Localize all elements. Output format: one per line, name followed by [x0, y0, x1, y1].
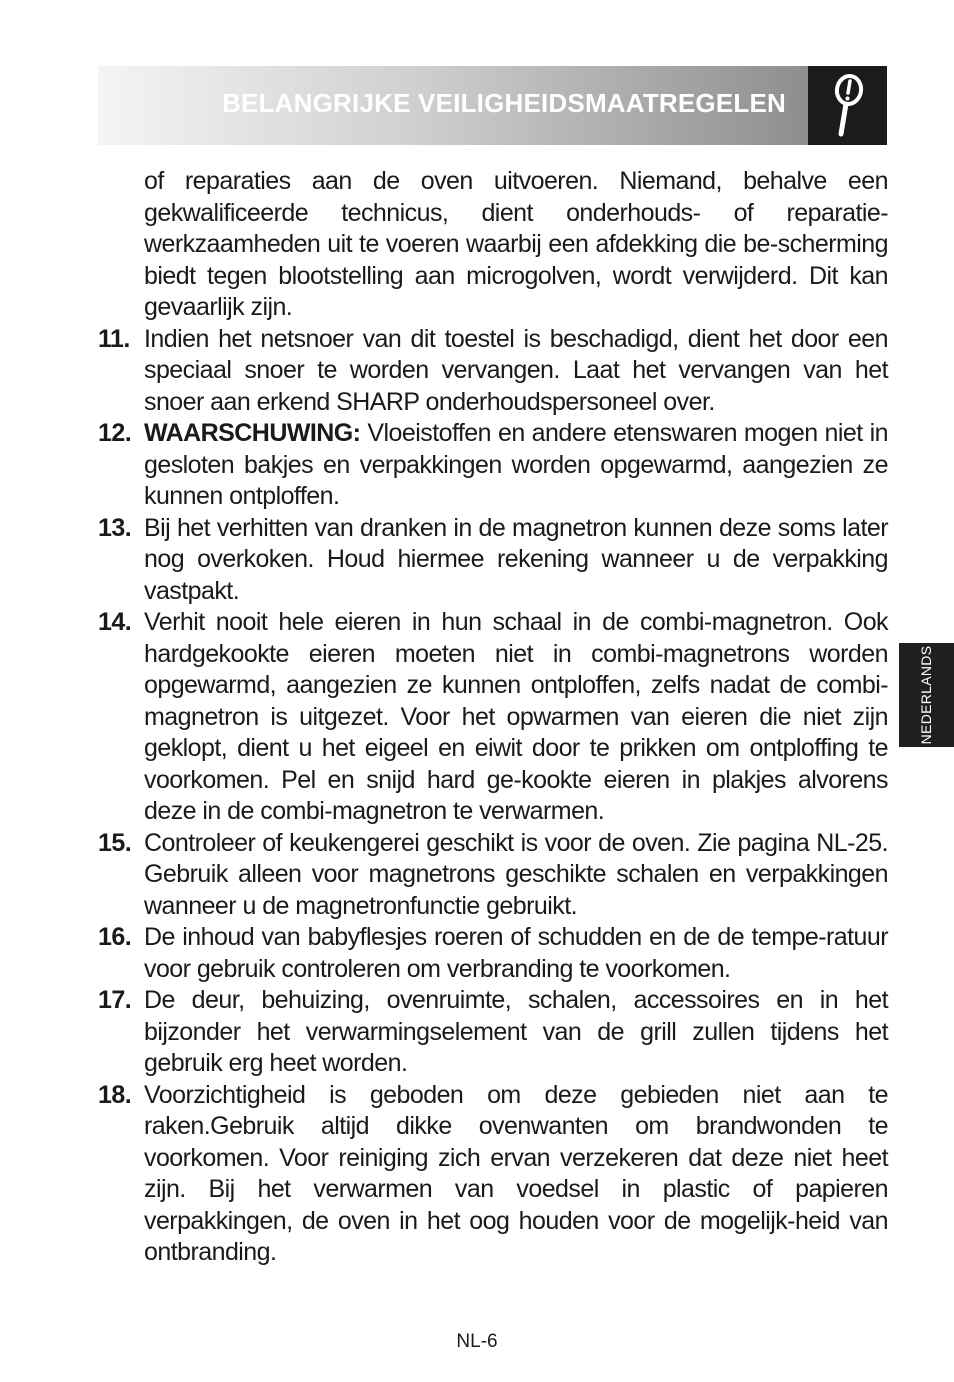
list-item-16: [98, 922, 888, 985]
list-item-18: [98, 1080, 888, 1269]
item-text: Bij het verhitten van dranken in de magnetron kunnen deze soms later nog overkoken. Houd hiermee rekening wanneer u de verpakking vastpakt.: [144, 513, 888, 605]
language-tab: [899, 643, 954, 747]
section-title: BELANGRIJKE VEILIGHEIDSMAATREGELEN: [222, 88, 786, 118]
item-number: 13.: [98, 513, 132, 542]
list-item-12: [98, 418, 888, 513]
item-text: Voorzichtigheid is geboden om deze gebieden niet aan te raken.Gebruik altijd dikke ovenwanten om brandwonden te voorkomen. Voor reiniging zich ervan verzekeren dat deze niet heet zijn. Bij het verwarmen van voedsel in plastic of papieren verpakkingen, de oven in het oog houden voor de mogelijk-heid van ontbranding.: [144, 1080, 888, 1266]
page-number: NL-6: [456, 1331, 498, 1352]
item-number: 12.: [98, 419, 132, 447]
item-number: 15.: [98, 828, 132, 857]
list-item-14: [98, 607, 888, 828]
section-header: [98, 66, 808, 145]
item-text: Verhit nooit hele eieren in hun schaal in de combi-magnetron. Ook hardgekookte eieren moeten niet in combi-magnetrons worden opgewarmd, aangezien ze kunnen ontploffen, zelfs nadat de combi-magnetron is uitgezet. Voor het opwarmen van eieren die niet zijn geklopt, dient u het eigeel en eiwit door te prikken om ontploffing te voorkomen. Pel en snijd hard ge-kookte eieren in plakjes alvorens deze in de combi-magnetron te verwarmen.: [144, 608, 888, 825]
item-text: De deur, behuizing, ovenruimte, schalen, accessoires en in het bijzonder het verwarmingselement van de grill zullen tijdens het gebruik erg heet worden.: [144, 986, 888, 1077]
item-number: 11.: [98, 324, 130, 353]
item-number: 14.: [98, 608, 132, 636]
warning-label: WAARSCHUWING:: [144, 419, 361, 447]
list-item-11: [98, 324, 888, 419]
item-text: De inhoud van babyflesjes roeren of schudden en de de tempe-ratuur voor gebruik controleren om verbranding te voorkomen.: [144, 923, 888, 983]
item-number: 16.: [98, 923, 132, 951]
item-number-placeholder: [98, 166, 144, 324]
magnifier-exclamation-icon: [829, 72, 867, 138]
language-tab-label: NEDERLANDS: [918, 645, 934, 745]
list-item-15: [98, 828, 888, 923]
list-item-17: [98, 985, 888, 1080]
item-text: Vloeistoffen en andere etenswaren mogen niet in gesloten bakjes en verpakkingen worden opgewarmd, aangezien ze kunnen ontploffen.: [144, 419, 888, 510]
item-number: 17.: [98, 986, 132, 1014]
list-item-13: [98, 513, 888, 608]
list-item-continuation: [98, 166, 888, 324]
header-icon-box: [808, 66, 887, 145]
item-text: Controleer of keukengerei geschikt is voor de oven. Zie pagina NL-25. Gebruik alleen voor magnetrons geschikte schalen en verpakkingen wanneer u de magnetronfunctie gebruikt.: [144, 828, 888, 920]
item-number: 18.: [98, 1080, 132, 1109]
instructions-list: [98, 166, 888, 1269]
item-text: Indien het netsnoer van dit toestel is beschadigd, dient het door een speciaal snoer te worden vervangen. Laat het vervangen van het snoer aan erkend SHARP onderhoudspersoneel over.: [144, 324, 888, 416]
item-text: of reparaties aan de oven uitvoeren. Niemand, behalve een gekwalificeerde technicus, dient onderhouds- of reparatie-werkzaamheden uit te voeren waarbij een afdekking die be-scherming biedt tegen blootstelling aan microgolven, wordt verwijderd. Dit kan gevaarlijk zijn.: [144, 167, 888, 321]
item-body: [144, 418, 888, 513]
